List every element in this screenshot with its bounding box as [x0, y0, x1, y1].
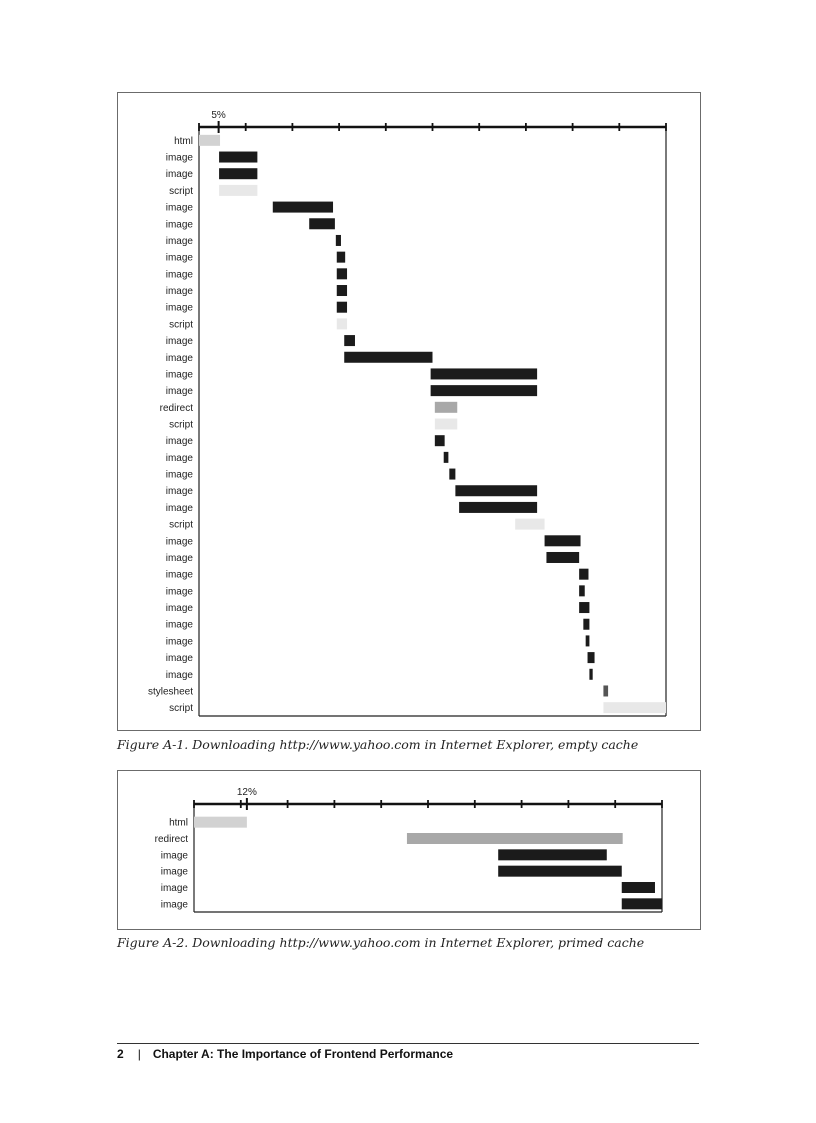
row-label: script	[169, 519, 193, 531]
figure-a2-caption: Figure A-2. Downloading http://www.yahoo.com in Internet Explorer, primed cache	[117, 935, 645, 950]
bar-html	[199, 135, 220, 146]
bar-image	[586, 635, 590, 646]
row-label: script	[169, 703, 193, 715]
row-label: image	[165, 386, 193, 398]
bar-image	[435, 435, 445, 446]
page-number: 2	[117, 1047, 124, 1061]
chart-svg-a2	[118, 771, 700, 929]
bar-image	[337, 302, 347, 313]
bar-image	[273, 202, 333, 213]
row-label: image	[165, 336, 193, 348]
figure-a1-caption: Figure A-1. Downloading http://www.yahoo.com in Internet Explorer, empty cache	[117, 737, 639, 752]
row-label: image	[165, 653, 193, 665]
bar-script	[603, 702, 666, 713]
bar-script	[515, 519, 544, 530]
bar-image	[579, 602, 589, 613]
bar-image	[546, 552, 579, 563]
chart-svg-a1	[118, 93, 700, 730]
row-label: image	[160, 883, 188, 894]
bar-html	[194, 817, 247, 828]
footer-rule	[117, 1043, 699, 1044]
bar-image	[498, 849, 607, 860]
bar-image	[337, 268, 347, 279]
bar-image	[455, 485, 537, 496]
bar-image	[219, 168, 257, 179]
row-label: image	[165, 619, 193, 631]
row-label: image	[165, 586, 193, 598]
row-label: image	[165, 452, 193, 464]
figure-a2-chart	[117, 770, 701, 930]
marker-label: 5%	[211, 110, 226, 121]
row-label: image	[165, 235, 193, 247]
bar-image	[622, 898, 662, 909]
marker-label: 12%	[236, 787, 257, 798]
bar-image	[337, 252, 345, 263]
bar-image	[344, 352, 432, 363]
bar-image	[498, 866, 622, 877]
row-label: stylesheet	[147, 686, 193, 698]
bar-script	[435, 419, 457, 430]
row-label: image	[165, 569, 193, 581]
page-footer	[117, 1047, 453, 1061]
bar-image	[444, 452, 449, 463]
row-label: image	[160, 899, 188, 911]
bar-image	[545, 535, 581, 546]
row-label: image	[165, 486, 193, 498]
row-label: image	[165, 552, 193, 564]
figure-a1-chart	[117, 92, 701, 731]
bar-image	[589, 669, 592, 680]
bar-image	[219, 152, 257, 163]
row-label: image	[165, 302, 193, 314]
row-label: image	[165, 603, 193, 615]
bar-image	[588, 652, 595, 663]
row-label: redirect	[159, 402, 193, 414]
bar-redirect	[407, 833, 623, 844]
row-label: image	[160, 866, 188, 878]
bar-image	[337, 285, 347, 296]
row-label: script	[169, 419, 193, 431]
bar-image	[583, 619, 589, 630]
row-label: image	[165, 286, 193, 298]
row-label: image	[165, 219, 193, 231]
row-label: image	[165, 252, 193, 264]
row-label: image	[165, 202, 193, 214]
bar-image	[431, 368, 537, 379]
row-label: image	[165, 152, 193, 164]
row-label: html	[174, 135, 193, 147]
row-label: image	[165, 636, 193, 648]
row-label: image	[165, 469, 193, 481]
bar-image	[344, 335, 355, 346]
row-label: image	[165, 352, 193, 364]
bar-image	[449, 469, 455, 480]
row-label: image	[165, 369, 193, 381]
bar-image	[336, 235, 341, 246]
row-label: image	[165, 169, 193, 181]
bar-redirect	[435, 402, 457, 413]
row-label: redirect	[154, 834, 188, 845]
footer-separator: |	[137, 1047, 141, 1061]
row-label: script	[169, 185, 193, 197]
bar-image	[579, 585, 585, 596]
row-label: image	[165, 669, 193, 681]
row-label: html	[169, 817, 188, 829]
bar-script	[219, 185, 257, 196]
row-label: script	[169, 319, 193, 331]
bar-image	[579, 569, 588, 580]
bar-script	[337, 318, 347, 329]
row-label: image	[165, 502, 193, 514]
row-label: image	[165, 536, 193, 548]
bar-stylesheet	[603, 685, 608, 696]
bar-image	[459, 502, 537, 513]
bar-image	[431, 385, 537, 396]
chapter-title: Chapter A: The Importance of Frontend Performance	[152, 1047, 454, 1061]
row-label: image	[165, 269, 193, 281]
bar-image	[622, 882, 655, 893]
bar-image	[309, 218, 335, 229]
row-label: image	[165, 436, 193, 448]
row-label: image	[160, 850, 188, 862]
